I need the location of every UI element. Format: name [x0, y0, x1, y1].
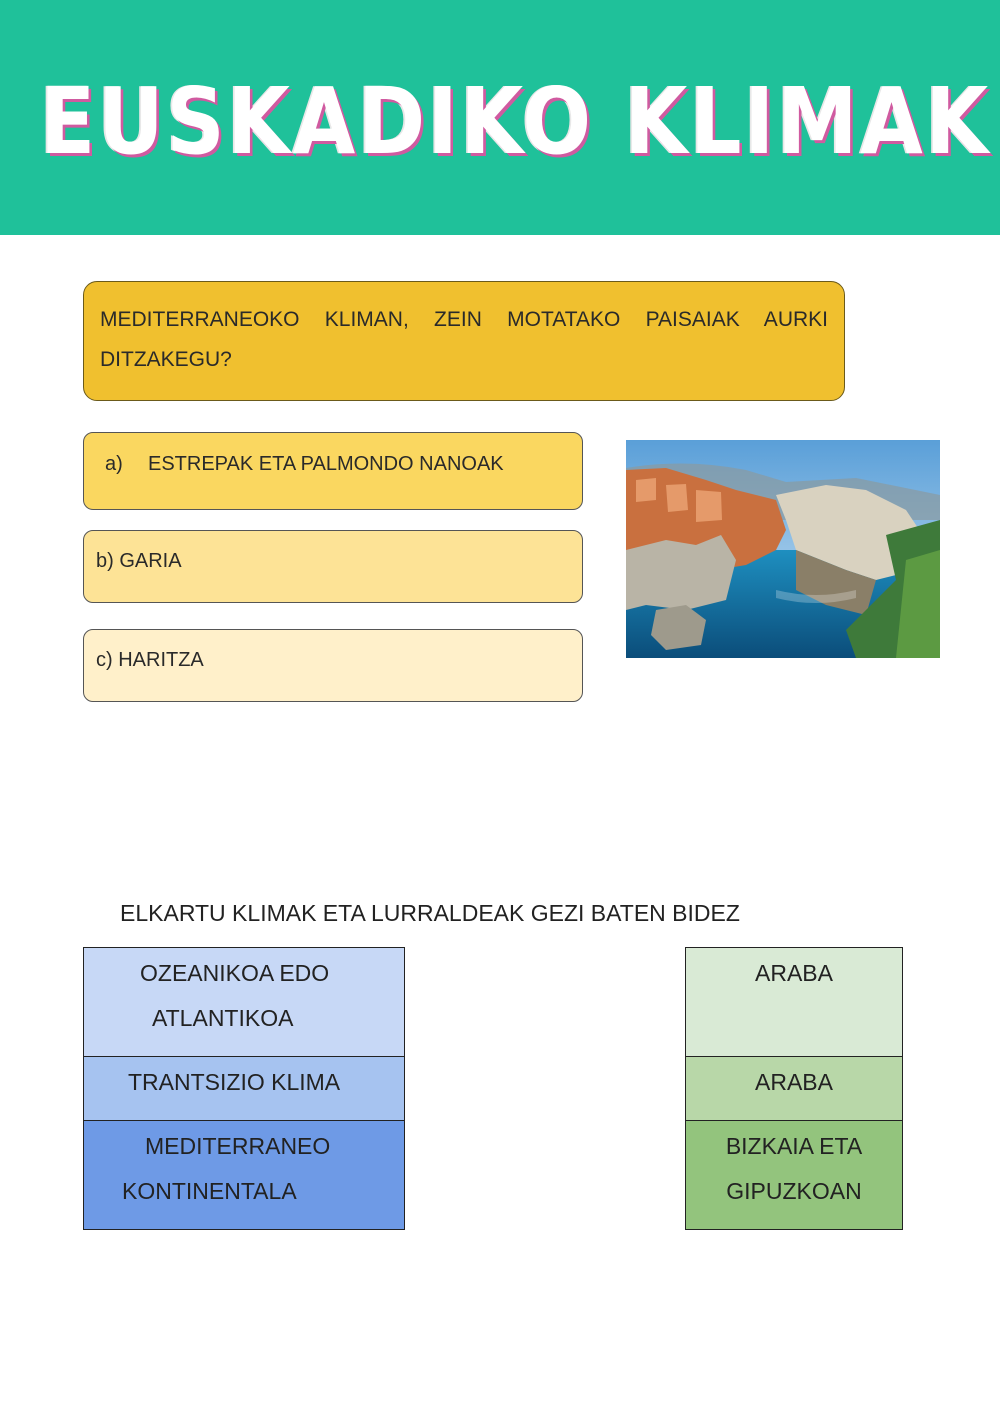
territory-3-line2: GIPUZKOAN: [726, 1178, 862, 1204]
climate-cell-transition[interactable]: [84, 1057, 405, 1121]
climate-mediterranean-line1: MEDITERRANEO: [145, 1133, 331, 1159]
territory-1-label: ARABA: [755, 960, 833, 986]
climate-mediterranean-line2: KONTINENTALA: [122, 1178, 297, 1204]
climates-table: [83, 947, 405, 1230]
question-box: [83, 281, 845, 401]
option-c-text: c) HARITZA: [96, 649, 204, 671]
climate-cell-mediterranean[interactable]: [84, 1121, 405, 1230]
territory-3-line1: BIZKAIA ETA: [725, 1133, 863, 1159]
territory-cell-3[interactable]: [686, 1121, 903, 1230]
option-b-text: b) GARIA: [96, 550, 182, 572]
page-title: EUSKADIKO KLIMAK: [40, 68, 991, 175]
answer-option-b[interactable]: [83, 530, 583, 603]
territories-table: [685, 947, 903, 1230]
option-a-letter: a): [105, 453, 123, 475]
answer-option-c[interactable]: [83, 629, 583, 702]
climate-oceanic-line2: ATLANTIKOA: [152, 1005, 294, 1031]
climate-cell-oceanic[interactable]: [84, 948, 405, 1057]
coastal-city-photo: [626, 440, 940, 658]
climate-transition-label: TRANTSIZIO KLIMA: [128, 1069, 341, 1095]
territory-cell-2[interactable]: [686, 1057, 903, 1121]
territory-2-label: ARABA: [755, 1069, 833, 1095]
header-banner: [0, 0, 1000, 235]
answer-option-a[interactable]: [83, 432, 583, 510]
option-a-text: ESTREPAK ETA PALMONDO NANOAK: [148, 453, 504, 475]
climate-oceanic-line1: OZEANIKOA EDO: [140, 960, 330, 986]
territory-cell-1[interactable]: [686, 948, 903, 1057]
matching-instruction: ELKARTU KLIMAK ETA LURRALDEAK GEZI BATEN BIDEZ: [120, 900, 740, 926]
question-text: MEDITERRANEOKO KLIMAN, ZEIN MOTATAKO PAISAIAK AURKI DITZAKEGU?: [100, 308, 828, 371]
